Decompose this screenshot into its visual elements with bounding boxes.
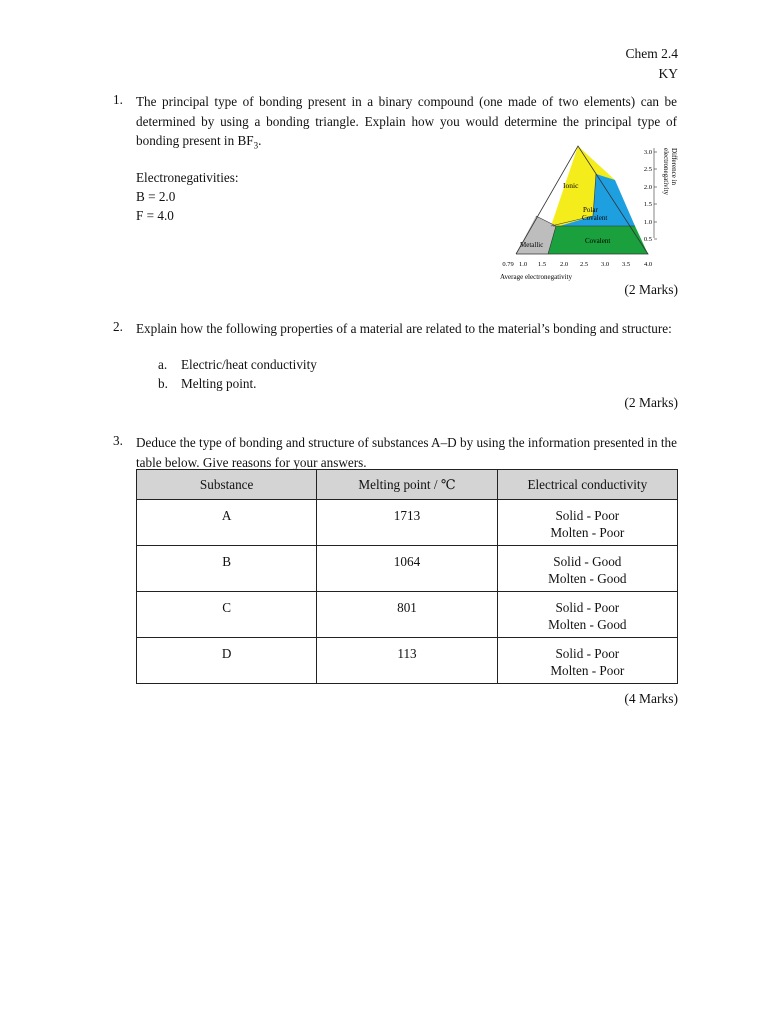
- metallic-label: Metallic: [520, 241, 544, 249]
- question-3-number: 3.: [113, 433, 123, 448]
- question-2b-letter: b.: [158, 376, 168, 391]
- x-tick-label: 2.5: [579, 261, 589, 268]
- x-tick-label: 1.5: [537, 261, 547, 268]
- solid-conductivity: Solid - Poor: [555, 646, 620, 661]
- author-initials: KY: [658, 66, 678, 81]
- x-tick-label: 0.79: [502, 261, 514, 268]
- question-1-subscript: 3: [253, 140, 259, 151]
- molten-conductivity: Molten - Good: [548, 617, 627, 632]
- y-tick-label: 1.0: [643, 219, 652, 226]
- melting-point-cell: 801: [317, 592, 497, 638]
- melting-point-cell: 113: [317, 638, 497, 684]
- y-tick-label: 1.5: [643, 201, 652, 208]
- solid-conductivity: Solid - Good: [553, 554, 622, 569]
- question-3-marks: (4 Marks): [624, 691, 678, 706]
- y-tick-label: 2.5: [643, 166, 652, 173]
- table-row: [137, 546, 678, 592]
- y-axis-label-line2: electronegativity: [662, 148, 670, 196]
- substance-cell: B: [137, 546, 317, 592]
- question-1-number: 1.: [113, 92, 123, 107]
- question-2-number: 2.: [113, 319, 123, 334]
- y-axis-label-line1: Difference in: [670, 148, 678, 185]
- y-tick-label: 3.0: [643, 149, 652, 156]
- molten-conductivity: Molten - Good: [548, 571, 627, 586]
- conductivity-cell: [497, 638, 677, 684]
- polar-label-line2: Covalent: [582, 214, 608, 222]
- question-3-text: Deduce the type of bonding and structure of substances A–D by using the information presented in the table below. Give reasons for your answers.: [136, 435, 677, 470]
- substance-cell: C: [137, 592, 317, 638]
- course-code: Chem 2.4: [625, 46, 678, 61]
- x-tick-label: 1.0: [518, 261, 528, 268]
- conductivity-cell: [497, 592, 677, 638]
- header-electrical-conductivity: Electrical conductivity: [497, 470, 677, 500]
- table-row: [137, 638, 678, 684]
- polar-label-line1: Polar: [583, 206, 598, 214]
- boron-electronegativity: B = 2.0: [136, 189, 176, 204]
- y-tick-label: 2.0: [643, 184, 652, 191]
- header-substance: Substance: [137, 470, 317, 500]
- solid-conductivity: Solid - Poor: [555, 508, 620, 523]
- x-tick-label: 4.0: [643, 261, 653, 268]
- table-row: [137, 500, 678, 546]
- x-tick-label: 2.0: [559, 261, 569, 268]
- conductivity-cell: [497, 546, 677, 592]
- question-2b-text: Melting point.: [181, 376, 257, 391]
- substance-cell: A: [137, 500, 317, 546]
- header-melting-point: Melting point / ℃: [317, 470, 497, 500]
- question-2a-text: Electric/heat conductivity: [181, 357, 317, 372]
- question-1-text-main: The principal type of bonding present in a binary compound (one made of two elements) can be determined by using a bonding triangle. Explain how you would determine the principal type of bonding present in BF: [136, 94, 677, 148]
- melting-point-cell: 1713: [317, 500, 497, 546]
- conductivity-cell: [497, 500, 677, 546]
- question-2-text: Explain how the following properties of a material are related to the material’s bonding and structure:: [136, 321, 672, 336]
- question-2a-letter: a.: [158, 357, 168, 372]
- table-row: [137, 592, 678, 638]
- table-header-row: [137, 470, 678, 500]
- melting-point-cell: 1064: [317, 546, 497, 592]
- x-tick-label: 3.0: [600, 261, 610, 268]
- solid-conductivity: Solid - Poor: [555, 600, 620, 615]
- electronegativities-label: Electronegativities:: [136, 170, 239, 185]
- y-tick-label: 0.5: [643, 236, 652, 243]
- molten-conductivity: Molten - Poor: [550, 663, 625, 678]
- x-axis-label: Average electronegativity: [500, 273, 572, 281]
- x-tick-label: 3.5: [621, 261, 631, 268]
- fluorine-electronegativity: F = 4.0: [136, 208, 174, 223]
- molten-conductivity: Molten - Poor: [550, 525, 625, 540]
- substance-cell: D: [137, 638, 317, 684]
- ionic-label: Ionic: [563, 181, 579, 190]
- question-1-text-end: .: [258, 133, 262, 148]
- question-2-marks: (2 Marks): [624, 395, 678, 410]
- bonding-triangle-diagram: [496, 140, 686, 286]
- substance-properties-table: [136, 469, 678, 684]
- question-1-marks: (2 Marks): [624, 282, 678, 297]
- covalent-label: Covalent: [585, 237, 611, 245]
